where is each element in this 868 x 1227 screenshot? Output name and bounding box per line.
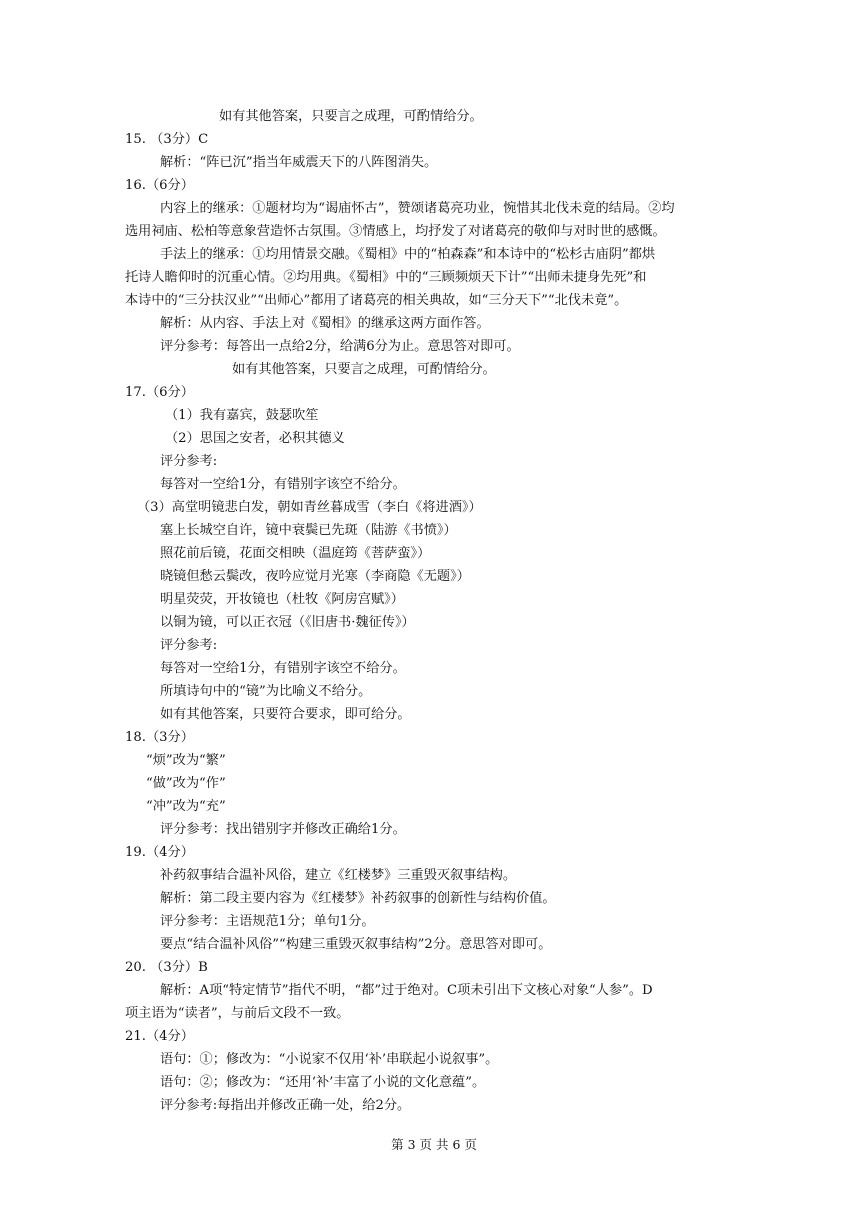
text-line: 内容上的继承：①题材均为“谒庙怀古”，赞颂诸葛亮功业，惋惜其北伐未竟的结局。②均 xyxy=(160,201,675,216)
text-line: （3）高堂明镜悲白发，朝如青丝暮成雪（李白《将进酒》） xyxy=(137,500,482,515)
text-line: 照花前后镜，花面交相映（温庭筠《菩萨蛮》） xyxy=(160,546,431,561)
text-line: 语句：①；修改为：“小说家不仅用‘补’串联起小说叙事”。 xyxy=(160,1052,499,1067)
text-line: 晓镜但愁云鬓改，夜吟应觉月光寒（李商隐《无题》） xyxy=(160,569,470,584)
text-line: 评分参考: xyxy=(160,638,218,653)
text-line: 补药叙事结合温补风俗，建立《红楼梦》三重毁灭叙事结构。 xyxy=(160,868,517,883)
text-line: 选用祠庙、松柏等意象营造怀古氛围。③情感上，均抒发了对诸葛亮的敬仰与对时世的感慨。 xyxy=(125,224,666,239)
question-heading: 16.（6分） xyxy=(125,178,194,193)
question-heading: 21.（4分） xyxy=(125,1029,194,1044)
text-line: 项主语为“读者”，与前后文段不一致。 xyxy=(125,1006,350,1021)
text-line: 每答对一空给1分，有错别字该空不给分。 xyxy=(160,661,406,676)
text-line: 要点“结合温补风俗”“构建三重毁灭叙事结构”2分。意思答对即可。 xyxy=(160,937,552,952)
text-line: 语句：②；修改为：“还用‘补’丰富了小说的文化意蕴”。 xyxy=(160,1075,486,1090)
text-line: 所填诗句中的“镜”为比喻义不给分。 xyxy=(160,684,372,699)
text-line: （1）我有嘉宾，鼓瑟吹笙 xyxy=(165,408,319,423)
text-line: 评分参考: xyxy=(160,454,218,469)
text-line: 解析：A项“特定情节”指代不明，“都”过于绝对。C项未引出下文核心对象“人参”。D xyxy=(160,983,653,998)
page-number-footer: 第 3 页 共 6 页 xyxy=(391,1137,477,1152)
text-line: 塞上长城空自许，镜中衰鬓已先斑（陆游《书愤》） xyxy=(160,523,457,538)
text-line: “烦”改为“繁” xyxy=(146,753,226,768)
question-heading: 19.（4分） xyxy=(125,845,194,860)
text-line: 解析：“阵已沉”指当年威震天下的八阵图消失。 xyxy=(160,155,438,170)
text-line: 评分参考：找出错别字并修改正确给1分。 xyxy=(160,822,406,837)
text-line: 如有其他答案，只要言之成理，可酌情给分。 xyxy=(232,362,496,377)
text-line: 手法上的继承：①均用情景交融。《蜀相》中的“柏森森”和本诗中的“松杉古庙阴”都烘 xyxy=(160,247,656,262)
text-line: 评分参考：每答出一点给2分，给满6分为止。意思答对即可。 xyxy=(160,339,520,354)
text-line: 如有其他答案，只要符合要求，即可给分。 xyxy=(160,707,411,722)
question-heading: 17.（6分） xyxy=(125,385,194,400)
text-line: 评分参考：主语规范1分；单句1分。 xyxy=(160,914,375,929)
text-line: 明星荧荧，开妆镜也（杜牧《阿房宫赋》） xyxy=(160,592,404,607)
text-line: 托诗人瞻仰时的沉重心情。②均用典。《蜀相》中的“三顾频烦天下计”“出师未捷身先死”和 xyxy=(125,270,647,285)
text-line: “做”改为“作” xyxy=(146,776,226,791)
text-line: 每答对一空给1分，有错别字该空不给分。 xyxy=(160,477,406,492)
text-line: 以铜为镜，可以正衣冠（《旧唐书·魏征传》） xyxy=(160,615,415,630)
text-line: 评分参考:每指出并修改正确一处，给2分。 xyxy=(160,1098,411,1113)
text-line: 解析：第二段主要内容为《红楼梦》补药叙事的创新性与结构价值。 xyxy=(160,891,556,906)
text-line: 如有其他答案，只要言之成理，可酌情给分。 xyxy=(219,109,483,124)
question-heading: 20. （3分）B xyxy=(125,960,208,975)
text-line: （2）思国之安者，必积其德义 xyxy=(165,431,345,446)
question-heading: 15. （3分）C xyxy=(125,132,209,147)
text-line: 解析：从内容、手法上对《蜀相》的继承这两方面作答。 xyxy=(160,316,490,331)
text-line: 本诗中的“三分扶汉业”“出师心”都用了诸葛亮的相关典故，如“三分天下”“北伐未竟”。 xyxy=(125,293,628,308)
text-line: “冲”改为“充” xyxy=(146,799,226,814)
question-heading: 18.（3分） xyxy=(125,730,194,745)
